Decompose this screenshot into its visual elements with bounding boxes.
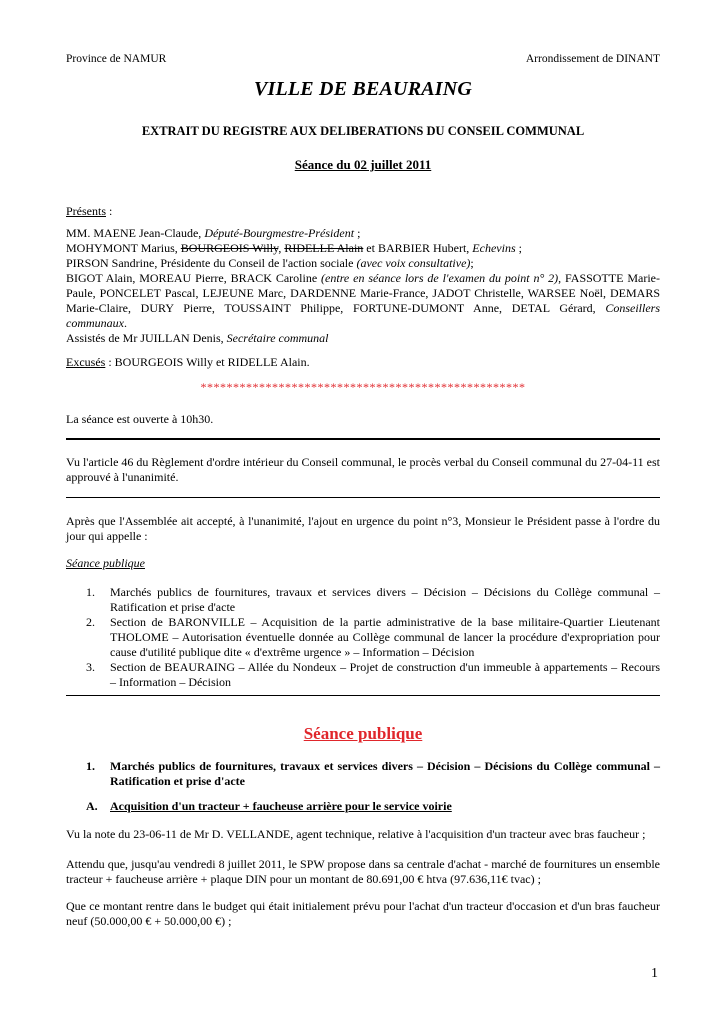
agenda-item: 2. Section de BARONVILLE – Acquisition de la partie administrative de la base militaire-Quartier Lieutenant THOLOME – Autorisation éventuelle donnée au Collège communal de lancer la procédure d'expropriation pour cause d'utilité publique dite « d'extrême urgence » – Information – Décision [86,615,660,659]
presents-list [66,226,660,346]
opening-line: La séance est ouverte à 10h30. [66,412,214,426]
agenda-item: 1. Marchés publics de fournitures, travaux et services divers – Décision – Décisions du Collège communal – Ratification et prise d'acte [86,585,660,614]
divider [66,438,660,440]
paragraph-spw: Attendu que, jusqu'au vendredi 8 juillet 2011, le SPW propose dans sa centrale d'achat - marché de fournitures un ensemble tracteur + faucheuse arrière + plaque DIN pour un montant de 80.691,00 € htva (97.636,11€ tvac) ; [66,857,660,886]
header-province: Province de NAMUR [66,53,167,65]
urgence-paragraph: Après que l'Assemblée ait accepté, à l'unanimité, l'ajout en urgence du point n°3, Monsieur le Président passe à l'ordre du jour qui appelle : [66,514,660,543]
point-1: 1. Marchés publics de fournitures, travaux et services divers – Décision – Décisions du Collège communal – Ratification et prise d'acte [86,759,660,788]
document-subtitle: EXTRAIT DU REGISTRE AUX DELIBERATIONS DU CONSEIL COMMUNAL [141,124,585,138]
separator-stars: ************************************************** [200,380,526,394]
point-1-heading [66,759,660,789]
document-title: VILLE DE BEAURAING [253,78,473,100]
presents-heading: Présents : [66,204,113,218]
presents-line-2: MOHYMONT Marius, BOURGEOIS Willy, RIDELLE Alain et BARBIER Hubert, Echevins ; [66,241,522,255]
excuses-line: Excusés : BOURGEOIS Willy et RIDELLE Alain. [66,355,310,369]
presents-line-4: BIGOT Alain, MOREAU Pierre, BRACK Caroline (entre en séance lors de l'examen du point n° 2), FASSOTTE Marie-Paule, PONCELET Pascal, LEJEUNE Marc, DARDENNE Marie-France, JADOT Christelle, WARSEE Noël, DEMARS Marie-Claire, DURY Pierre, TOUSSAINT Philippe, FORTUNE-DUMONT Anne, DETAL Gérard, Conseillers communaux. [66,271,660,330]
presents-line-5: Assistés de Mr JUILLAN Denis, Secrétaire communal [66,331,329,345]
agenda-list [66,585,660,690]
paragraph-budget: Que ce montant rentre dans le budget qui était initialement prévu pour l'achat d'un tracteur d'occasion et d'un bras faucheur neuf (50.000,00 € + 50.000,00 €) ; [66,899,660,928]
divider [66,497,660,498]
pv-paragraph: Vu l'article 46 du Règlement d'ordre intérieur du Conseil communal, le procès verbal du Conseil communal du 27-04-11 est approuvé à l'unanimité. [66,455,661,484]
agenda-item: 3. Section de BEAURAING – Allée du Nondeux – Projet de construction d'un immeuble à appartements – Recours – Information – Décision [86,660,660,689]
page-number: 1 [651,966,658,981]
header-arrondissement: Arrondissement de DINANT [525,53,660,65]
divider [66,695,660,696]
seance-publique-label: Séance publique [66,556,145,570]
paragraph-note: Vu la note du 23-06-11 de Mr D. VELLANDE, agent technique, relative à l'acquisition d'un tracteur avec bras faucheur ; [66,827,646,841]
section-heading: Séance publique [303,724,423,743]
session-date: Séance du 02 juillet 2011 [294,157,432,172]
presents-line-3: PIRSON Sandrine, Présidente du Conseil de l'action sociale (avec voix consultative); [66,256,474,270]
presents-line-1: MM. MAENE Jean-Claude, Député-Bourgmestre-Président ; [66,226,361,240]
